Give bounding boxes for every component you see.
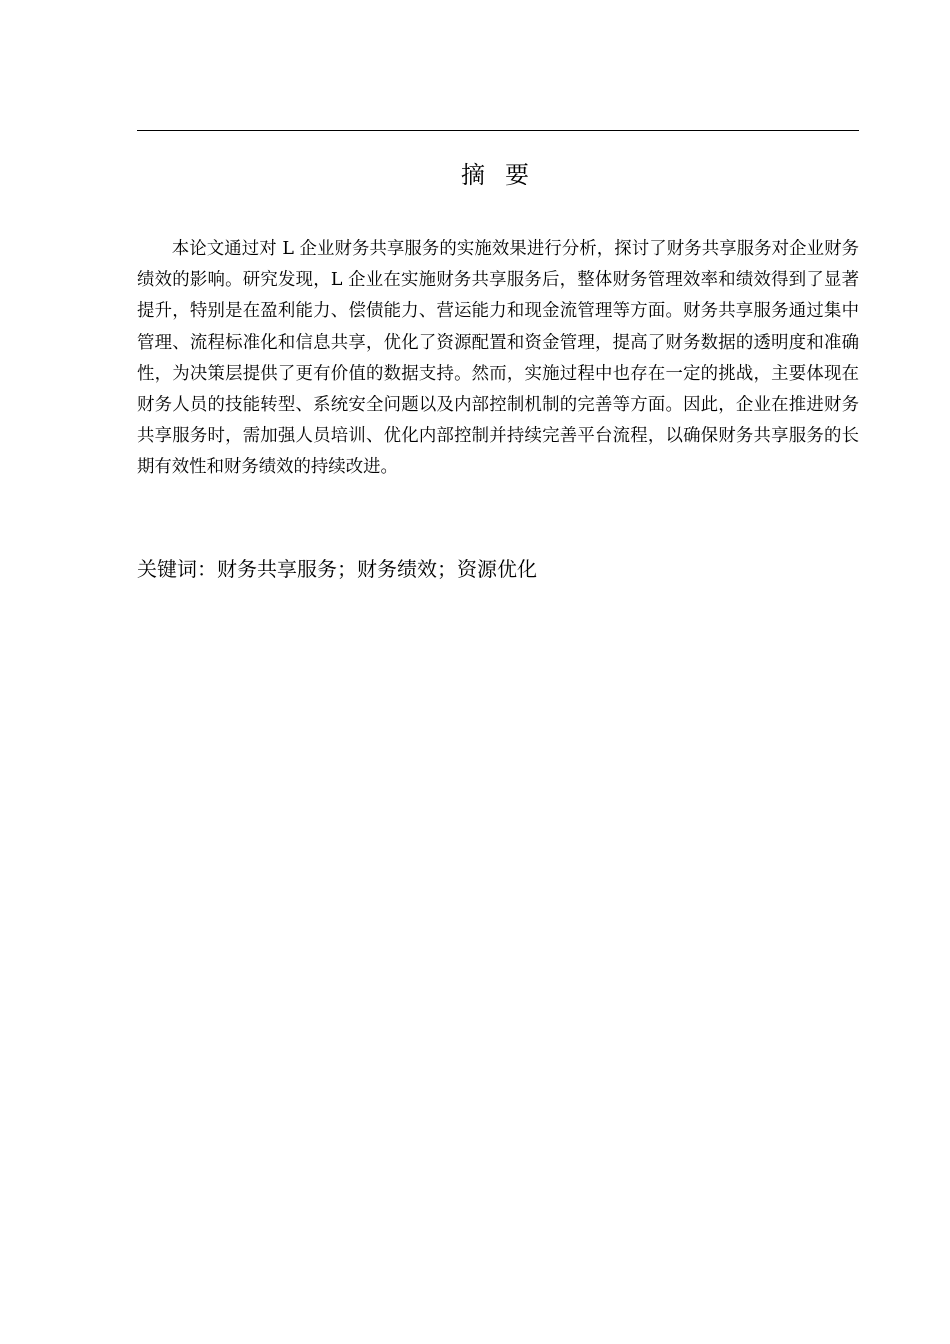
keywords-label: 关键词：	[137, 557, 217, 581]
header-rule	[137, 130, 859, 131]
abstract-title-char-2: 要	[505, 161, 535, 189]
keywords-line	[137, 554, 859, 584]
abstract-body: 本论文通过对 L 企业财务共享服务的实施效果进行分析，探讨了财务共享服务对企业财务绩效的影响。研究发现，L 企业在实施财务共享服务后，整体财务管理效率和绩效得到了显著提升，特别是在盈利能力、偿债能力、营运能力和现金流管理等方面。财务共享服务通过集中管理、流程标准化和信息共享，优化了资源配置和资金管理，提高了财务数据的透明度和准确性，为决策层提供了更有价值的数据支持。然而，实施过程中也存在一定的挑战，主要体现在财务人员的技能转型、系统安全问题以及内部控制机制的完善等方面。因此，企业在推进财务共享服务时，需加强人员培训、优化内部控制并持续完善平台流程，以确保财务共享服务的长期有效性和财务绩效的持续改进。	[137, 239, 859, 478]
keywords-values: 财务共享服务；财务绩效；资源优化	[217, 557, 537, 581]
abstract-title	[137, 158, 859, 192]
abstract-title-char-1: 摘	[461, 161, 491, 189]
